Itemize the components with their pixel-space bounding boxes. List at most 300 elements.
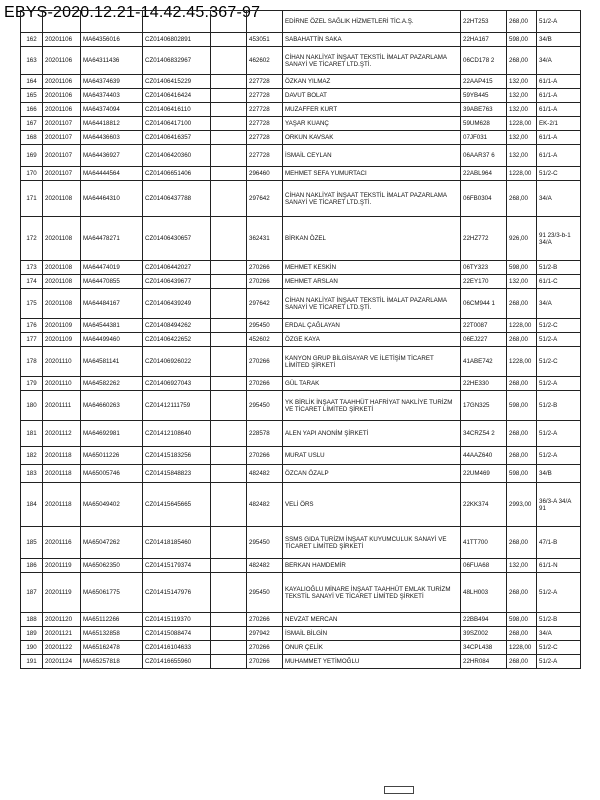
cell-name: YAŞAR KUANÇ (283, 117, 461, 131)
cell-no: 171 (21, 181, 43, 217)
cell-code: 227728 (247, 131, 283, 145)
cell-name: MURAT USLU (283, 447, 461, 465)
cell-name: ALEN YAPI ANONİM ŞİRKETİ (283, 421, 461, 447)
cell-cz-number: CZ01406430657 (143, 217, 211, 261)
cell-cz-number: CZ01406651406 (143, 167, 211, 181)
cell-date: 20201119 (43, 573, 81, 613)
cell-plate: 39SZ002 (461, 627, 507, 641)
cell-plaka: 22HT253 (461, 11, 507, 33)
cell-amount: 268,00 (507, 181, 537, 217)
cell-plate: 22AAP415 (461, 75, 507, 89)
cell-amount: 132,00 (507, 103, 537, 117)
cell-name: CİHAN NAKLİYAT İNŞAAT TEKSTİL İMALAT PAZARLAMA SANAYİ VE TİCARET LTD.ŞTİ. (283, 47, 461, 75)
cell-amount: 1228,00 (507, 319, 537, 333)
cell-code: 297642 (247, 289, 283, 319)
cell-ma-number: MA65112266 (81, 613, 143, 627)
table-row (21, 573, 581, 613)
cell-date: 20201108 (43, 261, 81, 275)
cell-amount: 1228,00 (507, 641, 537, 655)
table-row (21, 131, 581, 145)
cell-cz-number: CZ01406802891 (143, 33, 211, 47)
cell-article: 34/B (537, 465, 581, 483)
cell-date: 20201111 (43, 391, 81, 421)
cell-date: 20201106 (43, 103, 81, 117)
cell-plate: 22HR084 (461, 655, 507, 669)
cell-amount: 132,00 (507, 131, 537, 145)
cell-code: 270266 (247, 377, 283, 391)
cell-amount: 2993,00 (507, 483, 537, 527)
table-row (21, 47, 581, 75)
records-table-body (21, 11, 581, 669)
cell-date: 20201110 (43, 347, 81, 377)
cell-empty (211, 527, 247, 559)
cell-date: 20201108 (43, 181, 81, 217)
cell-cz-number: CZ01412111759 (143, 391, 211, 421)
cell-name: ORKUN KAVSAK (283, 131, 461, 145)
cell-name: İSMAİL CEYLAN (283, 145, 461, 167)
cell-date: 20201119 (43, 559, 81, 573)
cell-code: 482482 (247, 559, 283, 573)
cell-cz-number: CZ01406416110 (143, 103, 211, 117)
cell-empty (211, 347, 247, 377)
cell-code: 295450 (247, 573, 283, 613)
cell-code: 452602 (247, 333, 283, 347)
cell-amount: 132,00 (507, 559, 537, 573)
cell-cz-number: CZ01415645665 (143, 483, 211, 527)
cell-ma-number: MA64582262 (81, 377, 143, 391)
cell-cz-number: CZ01406439249 (143, 289, 211, 319)
cell-plate: 34CRZ54 2 (461, 421, 507, 447)
cell-date: 20201109 (43, 333, 81, 347)
cell-cz-number: CZ01412108640 (143, 421, 211, 447)
cell-name: CİHAN NAKLİYAT İNŞAAT TEKSTİL İMALAT PAZARLAMA SANAYİ VE TİCARET LTD.ŞTİ. (283, 181, 461, 217)
cell-empty (211, 421, 247, 447)
cell-empty (21, 11, 43, 33)
cell-cz-number: CZ01415147976 (143, 573, 211, 613)
cell-no: 179 (21, 377, 43, 391)
cell-name: İSMAİL BİLGİN (283, 627, 461, 641)
cell-ma-number: MA64478271 (81, 217, 143, 261)
cell-code: 270266 (247, 641, 283, 655)
cell-date: 20201108 (43, 217, 81, 261)
cell-amount: 132,00 (507, 89, 537, 103)
table-row (21, 103, 581, 117)
table-row (21, 527, 581, 559)
cell-ma-number: MA65061775 (81, 573, 143, 613)
records-table (20, 10, 581, 669)
cell-plate: 41TT700 (461, 527, 507, 559)
cell-no: 182 (21, 447, 43, 465)
cell-no: 191 (21, 655, 43, 669)
cell-cz-number: CZ01415183256 (143, 447, 211, 465)
cell-date: 20201106 (43, 47, 81, 75)
cell-amount: 268,00 (507, 627, 537, 641)
cell-empty (211, 89, 247, 103)
cell-empty (43, 11, 81, 33)
cell-name: MUHAMMET YETİMOĞLU (283, 655, 461, 669)
cell-article: 36/3-A 34/A 91 (537, 483, 581, 527)
cell-no: 178 (21, 347, 43, 377)
cell-empty (211, 275, 247, 289)
table-row (21, 627, 581, 641)
cell-article: 61/1-A (537, 145, 581, 167)
cell-article: 34/A (537, 289, 581, 319)
cell-date: 20201108 (43, 289, 81, 319)
cell-code: 297942 (247, 627, 283, 641)
cell-plate: 22HZ772 (461, 217, 507, 261)
cell-article: 51/2-A (537, 421, 581, 447)
cell-name: MEHMET ARSLAN (283, 275, 461, 289)
cell-article: 51/2-C (537, 167, 581, 181)
cell-empty (211, 627, 247, 641)
cell-code: 295450 (247, 527, 283, 559)
cell-cz-number: CZ01406416357 (143, 131, 211, 145)
table-row (21, 319, 581, 333)
cell-cz-number: CZ01406416424 (143, 89, 211, 103)
cell-empty (211, 131, 247, 145)
cell-plate: 34CPL438 (461, 641, 507, 655)
scan-mark (384, 786, 414, 794)
cell-no: 173 (21, 261, 43, 275)
cell-amount: 1228,00 (507, 347, 537, 377)
cell-article: 51/2-A (537, 377, 581, 391)
cell-plate: 06CD178 2 (461, 47, 507, 75)
cell-ma-number: MA65257818 (81, 655, 143, 669)
table-row (21, 261, 581, 275)
cell-ma-number: MA64418812 (81, 117, 143, 131)
cell-empty (143, 11, 211, 33)
cell-plate: 39ABE763 (461, 103, 507, 117)
cell-code: 453051 (247, 33, 283, 47)
cell-amount: 1228,00 (507, 117, 537, 131)
cell-code: 227728 (247, 145, 283, 167)
cell-code: 270266 (247, 261, 283, 275)
cell-ma-number: MA64474019 (81, 261, 143, 275)
cell-no: 174 (21, 275, 43, 289)
cell-plate: 06AAR37 6 (461, 145, 507, 167)
cell-name: ÖZKAN YILMAZ (283, 75, 461, 89)
cell-empty (211, 333, 247, 347)
cell-ma-number: MA65132858 (81, 627, 143, 641)
cell-cz-number: CZ01406439677 (143, 275, 211, 289)
cell-empty (211, 33, 247, 47)
cell-plate: 41ABE742 (461, 347, 507, 377)
cell-plate: 22BB494 (461, 613, 507, 627)
cell-code: 362431 (247, 217, 283, 261)
cell-amount: 598,00 (507, 613, 537, 627)
cell-no: 166 (21, 103, 43, 117)
cell-code: 270266 (247, 613, 283, 627)
cell-name: CİHAN NAKLİYAT İNŞAAT TEKSTİL İMALAT PAZARLAMA SANAYİ VE TİCARET LTD.ŞTİ. (283, 289, 461, 319)
cell-cz-number: CZ01406927043 (143, 377, 211, 391)
cell-madde: 51/2-A (537, 11, 581, 33)
cell-date: 20201122 (43, 641, 81, 655)
table-row (21, 181, 581, 217)
cell-no: 183 (21, 465, 43, 483)
cell-name: ERDAL ÇAĞLAYAN (283, 319, 461, 333)
cell-code: 227728 (247, 89, 283, 103)
cell-plate: 59YB445 (461, 89, 507, 103)
cell-empty (247, 11, 283, 33)
cell-ma-number: MA64692981 (81, 421, 143, 447)
cell-no: 177 (21, 333, 43, 347)
cell-name: DAVUT BOLAT (283, 89, 461, 103)
cell-cz-number: CZ01406420360 (143, 145, 211, 167)
cell-cz-number: CZ01406417100 (143, 117, 211, 131)
table-row (21, 89, 581, 103)
cell-ma-number: MA65162478 (81, 641, 143, 655)
cell-empty (211, 103, 247, 117)
cell-code: 227728 (247, 103, 283, 117)
table-row (21, 347, 581, 377)
cell-empty (211, 11, 247, 33)
cell-article: 51/2-B (537, 261, 581, 275)
cell-empty (81, 11, 143, 33)
cell-ma-number: MA64374403 (81, 89, 143, 103)
cell-article: 51/2-C (537, 641, 581, 655)
cell-name: GÜL TARAK (283, 377, 461, 391)
cell-cz-number: CZ01406422652 (143, 333, 211, 347)
cell-code: 227728 (247, 75, 283, 89)
cell-name: MEHMET SEFA YUMURTACI (283, 167, 461, 181)
document-header: EBYS-2020.12.21-14.42.45.367-97 (4, 4, 261, 21)
table-row (21, 421, 581, 447)
cell-no: 186 (21, 559, 43, 573)
cell-amount: 268,00 (507, 289, 537, 319)
cell-name: SSMS GIDA TURİZM İNŞAAT KUYUMCULUK SANAYİ VE TİCARET LİMİTED ŞİRKETİ (283, 527, 461, 559)
cell-empty (211, 465, 247, 483)
cell-amount: 268,00 (507, 421, 537, 447)
cell-code: 482482 (247, 465, 283, 483)
cell-plate: 22UM469 (461, 465, 507, 483)
cell-plate: 06FB0304 (461, 181, 507, 217)
cell-amount: 268,00 (507, 333, 537, 347)
cell-article: 51/2-C (537, 319, 581, 333)
cell-name: NEVZAT MERCAN (283, 613, 461, 627)
cell-article: 91 23/3-b-1 34/A (537, 217, 581, 261)
cell-empty (211, 289, 247, 319)
cell-code: 270266 (247, 447, 283, 465)
cell-plate: 22ABL964 (461, 167, 507, 181)
cell-no: 165 (21, 89, 43, 103)
cell-code: 295450 (247, 391, 283, 421)
table-row (21, 33, 581, 47)
cell-no: 190 (21, 641, 43, 655)
cell-cz-number: CZ01415119370 (143, 613, 211, 627)
cell-ma-number: MA64436603 (81, 131, 143, 145)
cell-article: 51/2-B (537, 391, 581, 421)
table-row (21, 465, 581, 483)
cell-amount: 268,00 (507, 377, 537, 391)
cell-code: 296460 (247, 167, 283, 181)
cell-article: 34/A (537, 627, 581, 641)
cell-article: 34/A (537, 47, 581, 75)
cell-no: 185 (21, 527, 43, 559)
cell-no: 172 (21, 217, 43, 261)
cell-name: VELİ ÖRS (283, 483, 461, 527)
cell-article: 61/1-N (537, 559, 581, 573)
cell-amount: 268,00 (507, 447, 537, 465)
cell-amount: 598,00 (507, 465, 537, 483)
cell-amount: 926,00 (507, 217, 537, 261)
cell-cz-number: CZ01415088474 (143, 627, 211, 641)
cell-article: 51/2-A (537, 573, 581, 613)
cell-no: 175 (21, 289, 43, 319)
table-row (21, 559, 581, 573)
cell-name: MEHMET KESKİN (283, 261, 461, 275)
cell-date: 20201110 (43, 377, 81, 391)
table-row (21, 391, 581, 421)
cell-article: 47/1-B (537, 527, 581, 559)
cell-date: 20201107 (43, 167, 81, 181)
cell-plate: 44AAZ640 (461, 447, 507, 465)
cell-ma-number: MA64544381 (81, 319, 143, 333)
cell-no: 184 (21, 483, 43, 527)
cell-amount: 1228,00 (507, 167, 537, 181)
cell-name: KANYON GRUP BİLGİSAYAR VE İLETİŞİM TİCARET LİMİTED ŞİRKETİ (283, 347, 461, 377)
cell-no: 170 (21, 167, 43, 181)
cell-code: 482482 (247, 483, 283, 527)
cell-name: ONUR ÇELİK (283, 641, 461, 655)
cell-date: 20201107 (43, 117, 81, 131)
cell-empty (211, 559, 247, 573)
cell-name: MUZAFFER KURT (283, 103, 461, 117)
cell-date: 20201108 (43, 275, 81, 289)
cell-empty (211, 573, 247, 613)
cell-empty (211, 391, 247, 421)
cell-amount: 598,00 (507, 33, 537, 47)
cell-date: 20201106 (43, 75, 81, 89)
cell-ma-number: MA65047262 (81, 527, 143, 559)
cell-amount: 268,00 (507, 573, 537, 613)
cell-no: 176 (21, 319, 43, 333)
cell-date: 20201109 (43, 319, 81, 333)
cell-amount: 132,00 (507, 275, 537, 289)
cell-ma-number: MA65062350 (81, 559, 143, 573)
table-row (21, 333, 581, 347)
cell-date: 20201118 (43, 447, 81, 465)
cell-plate: 06TY323 (461, 261, 507, 275)
cell-name: BERKAN HAMDEMİR (283, 559, 461, 573)
cell-cz-number: CZ01418185460 (143, 527, 211, 559)
cell-plate: 22KK374 (461, 483, 507, 527)
cell-cz-number: CZ01408494262 (143, 319, 211, 333)
cell-date: 20201124 (43, 655, 81, 669)
table-row (21, 117, 581, 131)
cell-date: 20201118 (43, 465, 81, 483)
cell-article: 61/1-A (537, 89, 581, 103)
cell-cz-number: CZ01415848823 (143, 465, 211, 483)
cell-date: 20201107 (43, 145, 81, 167)
cell-empty (211, 217, 247, 261)
cell-cz-number: CZ01416104633 (143, 641, 211, 655)
cell-article: 61/1-A (537, 103, 581, 117)
cell-empty (211, 47, 247, 75)
cell-empty (211, 377, 247, 391)
cell-no: 187 (21, 573, 43, 613)
cell-ma-number: MA64444564 (81, 167, 143, 181)
records-table-wrapper (20, 10, 580, 669)
cell-name: YK BİRLİK İNŞAAT TAAHHÜT HAFRİYAT NAKLİYE TURİZM VE TİCARET LİMİTED ŞİRKETİ (283, 391, 461, 421)
cell-date: 20201120 (43, 613, 81, 627)
cell-ma-number: MA65049402 (81, 483, 143, 527)
cell-no: 188 (21, 613, 43, 627)
cell-empty (211, 613, 247, 627)
table-row (21, 167, 581, 181)
cell-ma-number: MA64581141 (81, 347, 143, 377)
cell-article: 34/B (537, 33, 581, 47)
cell-name: ÖZGE KAYA (283, 333, 461, 347)
cell-cz-number: CZ01406442027 (143, 261, 211, 275)
cell-article: 51/2-A (537, 333, 581, 347)
cell-plate: 06CM944 1 (461, 289, 507, 319)
cell-amount: 598,00 (507, 261, 537, 275)
cell-cz-number: CZ01406437788 (143, 181, 211, 217)
cell-no: 163 (21, 47, 43, 75)
table-row (21, 447, 581, 465)
cell-ma-number: MA64484167 (81, 289, 143, 319)
cell-ma-number: MA64499460 (81, 333, 143, 347)
cell-no: 169 (21, 145, 43, 167)
cell-article: 51/2-B (537, 613, 581, 627)
cell-plate: 22EY170 (461, 275, 507, 289)
cell-plate: 17GN325 (461, 391, 507, 421)
cell-amount: 132,00 (507, 145, 537, 167)
cell-plate: 06EJ227 (461, 333, 507, 347)
cell-ma-number: MA64436927 (81, 145, 143, 167)
cell-date: 20201118 (43, 483, 81, 527)
cell-name: KAYALIOĞLU MİNARE İNŞAAT TAAHHÜT EMLAK TURİZM TEKSTİL SANAYİ VE TİCARET LİMİTED ŞİRKETİ (283, 573, 461, 613)
cell-no: 167 (21, 117, 43, 131)
cell-empty (211, 145, 247, 167)
cell-unvan: EDİRNE ÖZEL SAĞLIK HİZMETLERİ TİC.A.Ş. (283, 11, 461, 33)
cell-date: 20201106 (43, 89, 81, 103)
cell-plate: 48LH003 (461, 573, 507, 613)
cell-article: 51/2-A (537, 655, 581, 669)
cell-empty (211, 117, 247, 131)
cell-code: 270266 (247, 347, 283, 377)
cell-code: 227728 (247, 117, 283, 131)
cell-no: 181 (21, 421, 43, 447)
cell-plate: 22HE330 (461, 377, 507, 391)
table-row (21, 655, 581, 669)
table-row (21, 289, 581, 319)
table-row (21, 641, 581, 655)
cell-name: SABAHATTİN SAKA (283, 33, 461, 47)
cell-ma-number: MA64356016 (81, 33, 143, 47)
cell-cz-number: CZ01406832967 (143, 47, 211, 75)
cell-article: 51/2-A (537, 447, 581, 465)
cell-ma-number: MA64374639 (81, 75, 143, 89)
cell-date: 20201112 (43, 421, 81, 447)
cell-name: ÖZCAN ÖZALP (283, 465, 461, 483)
cell-no: 180 (21, 391, 43, 421)
cell-empty (211, 447, 247, 465)
cell-date: 20201121 (43, 627, 81, 641)
cell-empty (211, 655, 247, 669)
cell-name: BİRKAN ÖZEL (283, 217, 461, 261)
cell-cz-number: CZ01415179374 (143, 559, 211, 573)
cell-date: 20201116 (43, 527, 81, 559)
cell-plate: 59UM628 (461, 117, 507, 131)
cell-empty (211, 261, 247, 275)
cell-amount: 598,00 (507, 391, 537, 421)
cell-ma-number: MA64464310 (81, 181, 143, 217)
cell-ma-number: MA65005746 (81, 465, 143, 483)
cell-amount: 132,00 (507, 75, 537, 89)
table-row (21, 613, 581, 627)
cell-plate: 22HA167 (461, 33, 507, 47)
